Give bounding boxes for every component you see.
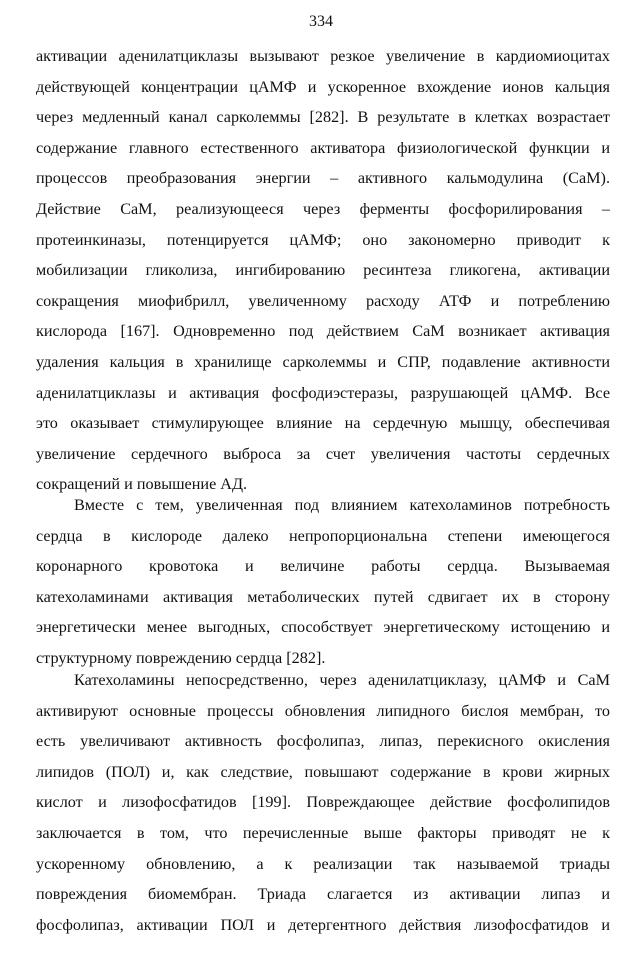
- text-line: содержание главного естественного активатора физиологической функции и: [36, 138, 610, 157]
- text-line: удаления кальция в хранилище сарколеммы и СПР, подавление активности: [36, 352, 610, 371]
- text-line: повреждения биомембран. Триада слагается из активации липаз и: [36, 885, 610, 904]
- text-line: Катехоламины непосредственно, через аденилатциклазу, цАМФ и СаМ: [74, 671, 610, 689]
- text-line: липидов (ПОЛ) и, как следствие, повышают содержание в крови жирных: [36, 762, 610, 781]
- text-line: активируют основные процессы обновления липидного бислоя мембран, то: [36, 701, 610, 720]
- text-line: катехоламинами активация метаболических путей сдвигает их в сторону: [36, 587, 610, 606]
- text-line: сердца в кислороде далеко непропорциональна степени имеющегося: [36, 526, 610, 545]
- text-line: мобилизации гликолиза, ингибированию ресинтеза гликогена, активации: [36, 261, 610, 280]
- text-line: структурному повреждению сердца [282].: [36, 648, 326, 667]
- text-line: аденилатциклазы и активация фосфодиэстеразы, разрушающей цАМФ. Все: [36, 383, 610, 402]
- page-number: 334: [309, 13, 333, 30]
- text-line: сокращения миофибрилл, увеличенному расходу АТФ и потреблению: [36, 291, 610, 310]
- text-line: это оказывает стимулирующее влияние на сердечную мышцу, обеспечивая: [36, 414, 610, 433]
- text-line: есть увеличивают активность фосфолипаз, липаз, перекисного окисления: [36, 732, 610, 751]
- text-line: активации аденилатциклазы вызывают резкое увеличение в кардиомиоцитах: [36, 47, 610, 65]
- text-line: коронарного кровотока и величине работы сердца. Вызываемая: [36, 557, 610, 576]
- paragraph-3: [36, 665, 610, 940]
- text-line: энергетически менее выгодных, способствует энергетическому истощению и: [36, 618, 610, 637]
- text-line: заключается в том, что перечисленные выше факторы приводят не к: [36, 823, 610, 842]
- text-line: Вместе с тем, увеличенная под влиянием катехоламинов потребность: [74, 496, 610, 514]
- text-line: через медленный канал сарколеммы [282]. В результате в клетках возрастает: [36, 108, 610, 127]
- text-line: процессов преобразования энергии – активного кальмодулина (СаМ).: [36, 169, 610, 188]
- paragraph-2: [36, 490, 610, 674]
- text-line: кислот и лизофосфатидов [199]. Повреждающее действие фосфолипидов: [36, 793, 610, 812]
- text-line: Действие СаМ, реализующееся через ферменты фосфорилирования –: [36, 199, 610, 218]
- text-line: действующей концентрации цАМФ и ускоренное вхождение ионов кальция: [36, 77, 610, 96]
- text-line: увеличение сердечного выброса за счет увеличения частоты сердечных: [36, 444, 610, 463]
- text-line: ускоренному обновлению, а к реализации так называемой триады: [36, 854, 610, 873]
- text-line: сокращений и повышение АД.: [36, 475, 248, 494]
- paragraph-1: [36, 41, 610, 500]
- text-line: протеинкиназы, потенцируется цАМФ; оно закономерно приводит к: [36, 230, 610, 249]
- text-line: кислорода [167]. Одновременно под действием СаМ возникает активация: [36, 322, 610, 341]
- text-line: фосфолипаз, активации ПОЛ и детергентного действия лизофосфатидов и: [36, 915, 610, 934]
